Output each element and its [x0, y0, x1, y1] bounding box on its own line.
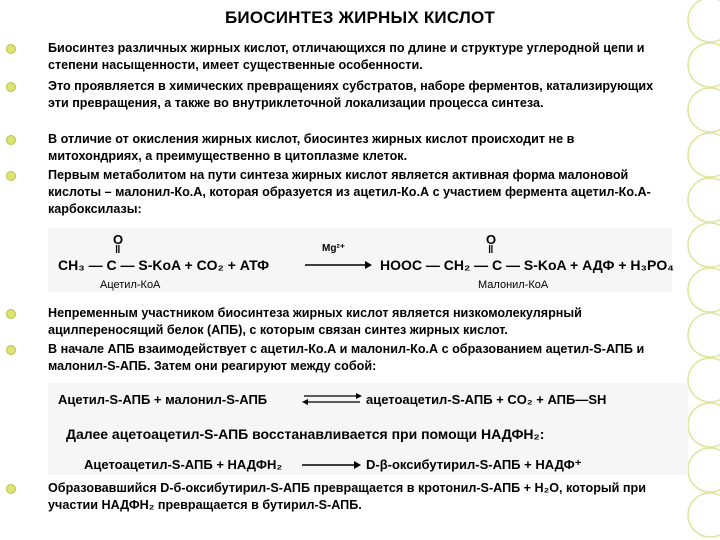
bullet-text: В отличие от окисления жирных кислот, биосинтез жирных кислот происходит не в митохондриях, а преимущественно в цитоплазме клеток. [48, 132, 575, 163]
bullet-text: Первым метаболитом на пути синтеза жирных кислот является активная форма малоновой кислоты – малонил-Ко.А, которая образуется из ацетил-Ко.А с участием фермента ацетил-Ко.А-карбоксилазы: [48, 168, 651, 216]
list-item [6, 341, 666, 375]
bullet-text: Это проявляется в химических превращениях субстратов, наборе ферментов, катализирующих эти превращения, а также во внутриклеточной локализации процесса синтеза. [48, 79, 654, 110]
bullet-icon [6, 484, 16, 494]
reaction-2-line1-left: Ацетил-S-АПБ + малонил-S-АПБ [58, 392, 268, 407]
page-title: БИОСИНТЕЗ ЖИРНЫХ КИСЛОТ [224, 8, 496, 27]
double-bond-left: ‖ [115, 244, 121, 256]
reaction-1-catalyst: Mg²⁺ [322, 243, 346, 254]
list-item [6, 305, 666, 339]
carbonyl-oxygen-right: O [486, 232, 497, 247]
list-item [6, 480, 666, 514]
reversible-arrow [302, 390, 362, 408]
reaction-1-right: HOOC — CH₂ — C — S-KoA + АДФ + H₃PO₄ [380, 257, 674, 273]
bullet-icon [6, 309, 16, 319]
list-item [6, 167, 666, 218]
reaction-2-note: Далее ацетоацетил-S-АПБ восстанавливается при помощи НАДФН₂: [66, 426, 545, 442]
double-bond-right: ‖ [488, 244, 494, 256]
bullet-text: Образовавшийся D-б-оксибутирил-S-АПБ превращается в кротонил-S-АПБ + H₂O, который при участии НАДФН₂ превращается в бутирил-S-АПБ. [48, 481, 646, 512]
list-item [6, 131, 666, 165]
reaction-2-line3-left: Ацетоацетил-S-АПБ + НАДФН₂ [84, 457, 283, 472]
bullet-text: В начале АПБ взаимодействует с ацетил-Ко.А и малонил-Ко.А с образованием ацетил-S-АПБ и малонил-S-АПБ. Затем они реагируют между собой: [48, 342, 645, 373]
list-item [6, 40, 666, 74]
bullet-icon [6, 44, 16, 54]
reaction-1-arrow [303, 258, 373, 272]
reaction-1-left: CH₃ — C — S-KoA + CO₂ + АТФ [58, 257, 270, 273]
malonyl-coa-label: Малонил-КоА [478, 279, 549, 291]
bullet-icon [6, 82, 16, 92]
bullet-text: Непременным участником биосинтеза жирных кислот является низкомолекулярный ацилпереносящий белок (АПБ), с которым связан синтез жирных кислот. [48, 306, 582, 337]
bullet-icon [6, 135, 16, 145]
bullet-icon [6, 171, 16, 181]
reaction-2-arrow [300, 458, 362, 472]
reaction-2-line3-right: D-β-оксибутирил-S-АПБ + НАДФ⁺ [366, 457, 582, 472]
list-item [6, 78, 666, 112]
reaction-2-line1-right: ацетоацетил-S-АПБ + CO₂ + АПБ—SH [366, 392, 607, 407]
bullet-text: Биосинтез различных жирных кислот, отличающихся по длине и структуре углеродной цепи и степени насыщенности, имеет существенные особенности. [48, 41, 645, 72]
bullet-icon [6, 345, 16, 355]
carbonyl-oxygen-left: O [113, 232, 124, 247]
acetyl-coa-label: Ацетил-КоА [100, 279, 161, 291]
